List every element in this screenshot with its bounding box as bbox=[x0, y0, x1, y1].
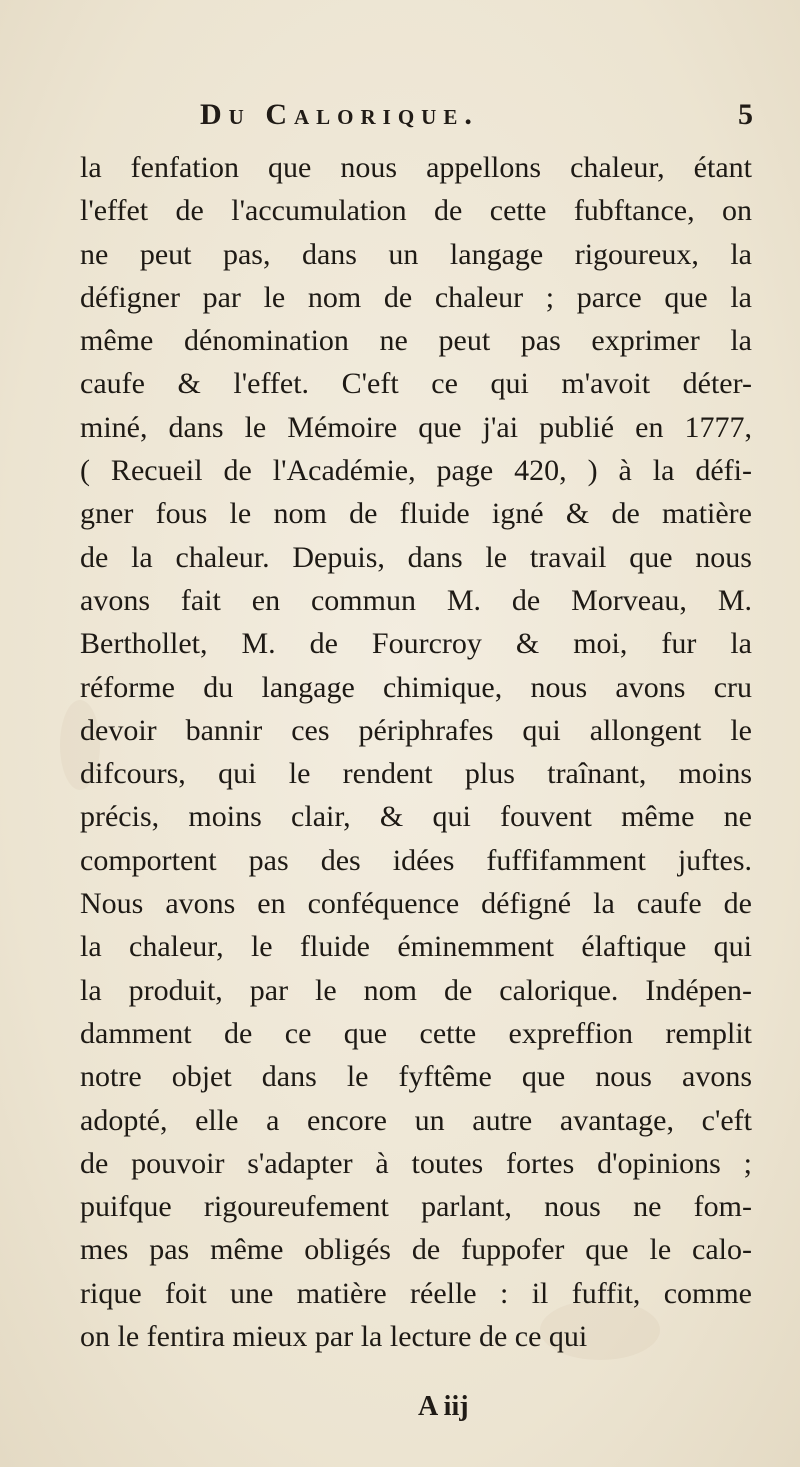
text-line: difcours, qui le rendent plus traînant, moins bbox=[80, 757, 752, 791]
body-text bbox=[80, 146, 752, 1358]
text-line: de la chaleur. Depuis, dans le travail que nous bbox=[80, 540, 752, 574]
text-line: ( Recueil de l'Académie, page 420, ) à la défi- bbox=[80, 454, 752, 488]
text-line: la chaleur, le fluide éminemment élaftique qui bbox=[80, 930, 752, 964]
text-line: mes pas même obligés de fuppofer que le calo- bbox=[80, 1233, 752, 1267]
text-line: gner fous le nom de fluide igné & de matière bbox=[80, 497, 752, 531]
text-line: réforme du langage chimique, nous avons cru bbox=[80, 670, 752, 704]
text-line: Nous avons en conféquence défigné la caufe de bbox=[80, 887, 752, 921]
running-head: Du Calorique. bbox=[200, 98, 479, 131]
text-line: notre objet dans le fyftême que nous avons bbox=[80, 1060, 752, 1094]
signature-mark: A iij bbox=[418, 1391, 469, 1422]
text-line: on le fentira mieux par la lecture de ce qui bbox=[80, 1320, 588, 1354]
text-line: même dénomination ne peut pas exprimer la bbox=[80, 324, 752, 358]
text-line: de pouvoir s'adapter à toutes fortes d'opinions ; bbox=[80, 1146, 752, 1180]
text-line: puifque rigoureufement parlant, nous ne fom- bbox=[80, 1190, 752, 1224]
text-line: adopté, elle a encore un autre avantage, c'eft bbox=[80, 1103, 752, 1137]
text-line: précis, moins clair, & qui fouvent même ne bbox=[80, 800, 752, 834]
text-line: devoir bannir ces périphrafes qui allongent le bbox=[80, 713, 752, 747]
text-line: rique foit une matière réelle : il fuffit, comme bbox=[80, 1276, 752, 1310]
text-line: Berthollet, M. de Fourcroy & moi, fur la bbox=[80, 627, 752, 661]
text-line: miné, dans le Mémoire que j'ai publié en 1777, bbox=[80, 410, 752, 444]
text-line: l'effet de l'accumulation de cette fubftance, on bbox=[80, 194, 752, 228]
text-line: ne peut pas, dans un langage rigoureux, la bbox=[80, 237, 752, 271]
text-line: la produit, par le nom de calorique. Indépen- bbox=[80, 973, 752, 1007]
page-number: 5 bbox=[738, 98, 753, 131]
text-line: caufe & l'effet. C'eft ce qui m'avoit déter- bbox=[80, 367, 752, 401]
text-line: comportent pas des idées fuffifamment juftes. bbox=[80, 843, 752, 877]
text-line: défigner par le nom de chaleur ; parce que la bbox=[80, 280, 752, 314]
text-line: avons fait en commun M. de Morveau, M. bbox=[80, 583, 752, 617]
text-line: la fenfation que nous appellons chaleur, étant bbox=[80, 151, 752, 184]
text-line: damment de ce que cette expreffion remplit bbox=[80, 1016, 752, 1050]
